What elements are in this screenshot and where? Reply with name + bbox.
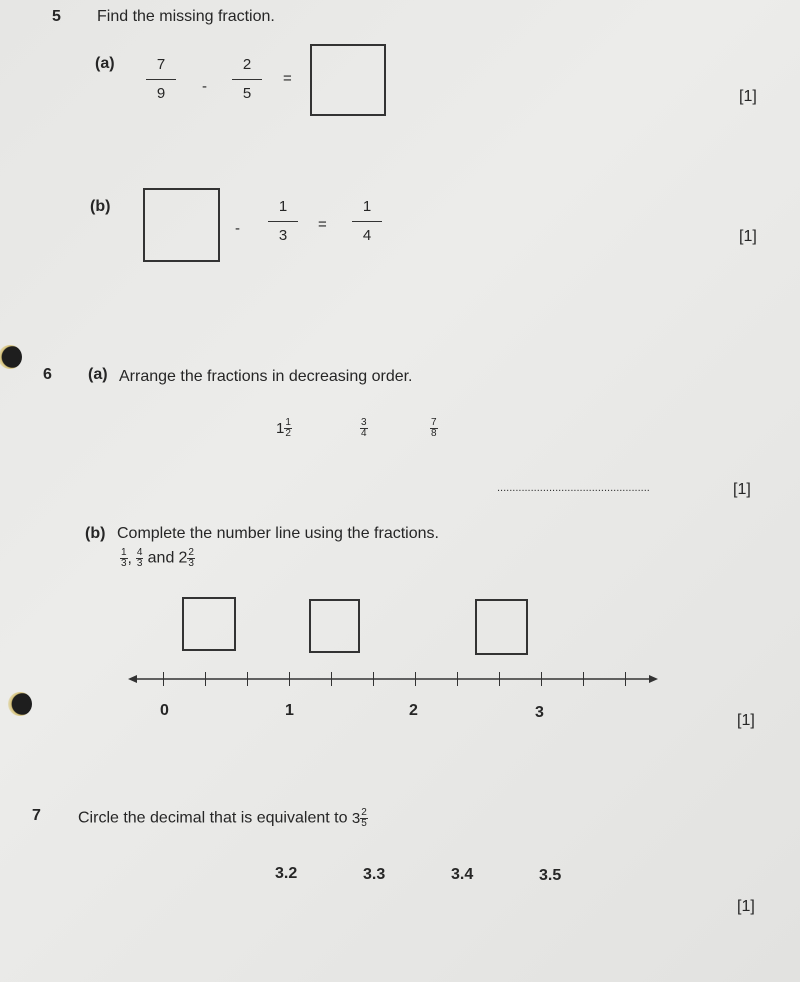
fraction <box>360 418 368 439</box>
numerator: 4 <box>136 547 143 558</box>
tick-2-3 <box>247 672 248 686</box>
left-arrow-icon <box>128 675 137 683</box>
q6a-answer-line[interactable]: .................................................. <box>497 482 650 494</box>
question-7-number: 7 <box>32 807 41 824</box>
tick-4-3 <box>331 672 332 686</box>
number-line-box-2[interactable] <box>309 599 360 653</box>
fraction <box>120 548 128 569</box>
fraction-one-and-a-half <box>276 418 292 439</box>
and-text: and <box>147 549 175 567</box>
q6b-given-fractions <box>120 548 195 569</box>
denominator: 5 <box>361 818 367 829</box>
fraction <box>136 548 144 569</box>
q6a-instruction: Arrange the fractions in decreasing order. <box>119 368 413 385</box>
denominator: 4 <box>362 227 372 244</box>
numerator: 2 <box>361 807 367 818</box>
numerator: 1 <box>285 417 291 428</box>
binder-hole <box>0 345 22 369</box>
separator: , <box>127 550 132 567</box>
equals-sign: = <box>318 216 327 233</box>
fraction-bar <box>146 79 176 80</box>
denominator: 3 <box>188 558 194 569</box>
fraction-bar <box>232 79 262 80</box>
axis-label-3: 3 <box>535 704 544 721</box>
numerator: 1 <box>278 198 288 215</box>
numerator: 2 <box>242 56 252 73</box>
tick-5-3 <box>373 672 374 686</box>
tick-10-3 <box>583 672 584 686</box>
fraction <box>430 418 438 439</box>
whole-part: 1 <box>276 420 285 437</box>
q6b-label: (b) <box>85 525 106 542</box>
tick-1-3 <box>205 672 206 686</box>
fraction-bar <box>268 221 298 222</box>
numerator: 7 <box>156 56 166 73</box>
question-6-number: 6 <box>43 366 52 383</box>
q5b-label: (b) <box>90 198 111 215</box>
numerator: 1 <box>121 547 127 558</box>
whole-part: 2 <box>178 549 188 567</box>
fraction <box>360 808 368 829</box>
numerator: 1 <box>362 198 372 215</box>
option-3-2[interactable]: 3.2 <box>275 865 298 882</box>
denominator: 2 <box>285 428 291 439</box>
q7-mark: [1] <box>737 898 755 915</box>
fraction-three-quarters <box>360 418 368 439</box>
numerator: 2 <box>188 547 194 558</box>
numerator: 3 <box>361 417 367 428</box>
q5b-mark: [1] <box>739 228 757 245</box>
tick-11-3 <box>625 672 626 686</box>
binder-hole <box>8 692 32 716</box>
denominator: 5 <box>242 85 252 102</box>
denominator: 3 <box>121 558 127 569</box>
q5a-fraction-2 <box>232 56 262 103</box>
option-3-5[interactable]: 3.5 <box>539 867 562 884</box>
number-line-box-1[interactable] <box>182 597 236 651</box>
number-line <box>128 668 660 690</box>
instruction-text: Circle the decimal that is equivalent to <box>78 809 348 827</box>
option-3-4[interactable]: 3.4 <box>451 866 474 883</box>
denominator: 3 <box>278 227 288 244</box>
tick-7-3 <box>457 672 458 686</box>
q5b-answer-box[interactable] <box>143 188 220 262</box>
q6b-instruction: Complete the number line using the fractions. <box>117 525 439 542</box>
tick-1 <box>289 672 290 686</box>
q5b-fraction-1 <box>268 198 298 245</box>
question-5-title: Find the missing fraction. <box>97 8 275 25</box>
equals-sign: = <box>283 70 292 87</box>
axis-label-1: 1 <box>285 702 294 719</box>
q7-instruction <box>78 808 368 829</box>
fraction-bar <box>352 221 382 222</box>
tick-8-3 <box>499 672 500 686</box>
number-line-box-3[interactable] <box>475 599 528 655</box>
whole-part: 3 <box>351 810 361 827</box>
tick-3 <box>541 672 542 686</box>
q5a-answer-box[interactable] <box>310 44 386 116</box>
q6a-mark: [1] <box>733 481 751 498</box>
denominator: 9 <box>156 85 166 102</box>
denominator: 8 <box>431 428 437 439</box>
q6a-label: (a) <box>88 366 108 383</box>
fraction <box>187 548 195 569</box>
option-3-3[interactable]: 3.3 <box>363 866 386 883</box>
q5a-label: (a) <box>95 55 115 72</box>
question-5-number: 5 <box>52 8 61 25</box>
axis-label-0: 0 <box>160 702 169 719</box>
right-arrow-icon <box>649 675 658 683</box>
q5b-fraction-2 <box>352 198 382 245</box>
numerator: 7 <box>431 417 437 428</box>
tick-2 <box>415 672 416 686</box>
q6b-mark: [1] <box>737 712 755 729</box>
q5a-fraction-1 <box>146 56 176 103</box>
axis-label-2: 2 <box>409 702 418 719</box>
denominator: 4 <box>361 428 367 439</box>
fraction <box>284 418 292 439</box>
q5a-mark: [1] <box>739 88 757 105</box>
minus-sign: - <box>235 220 240 237</box>
minus-sign: - <box>202 78 207 95</box>
denominator: 3 <box>136 558 143 569</box>
tick-0 <box>163 672 164 686</box>
fraction-seven-eighths <box>430 418 438 439</box>
